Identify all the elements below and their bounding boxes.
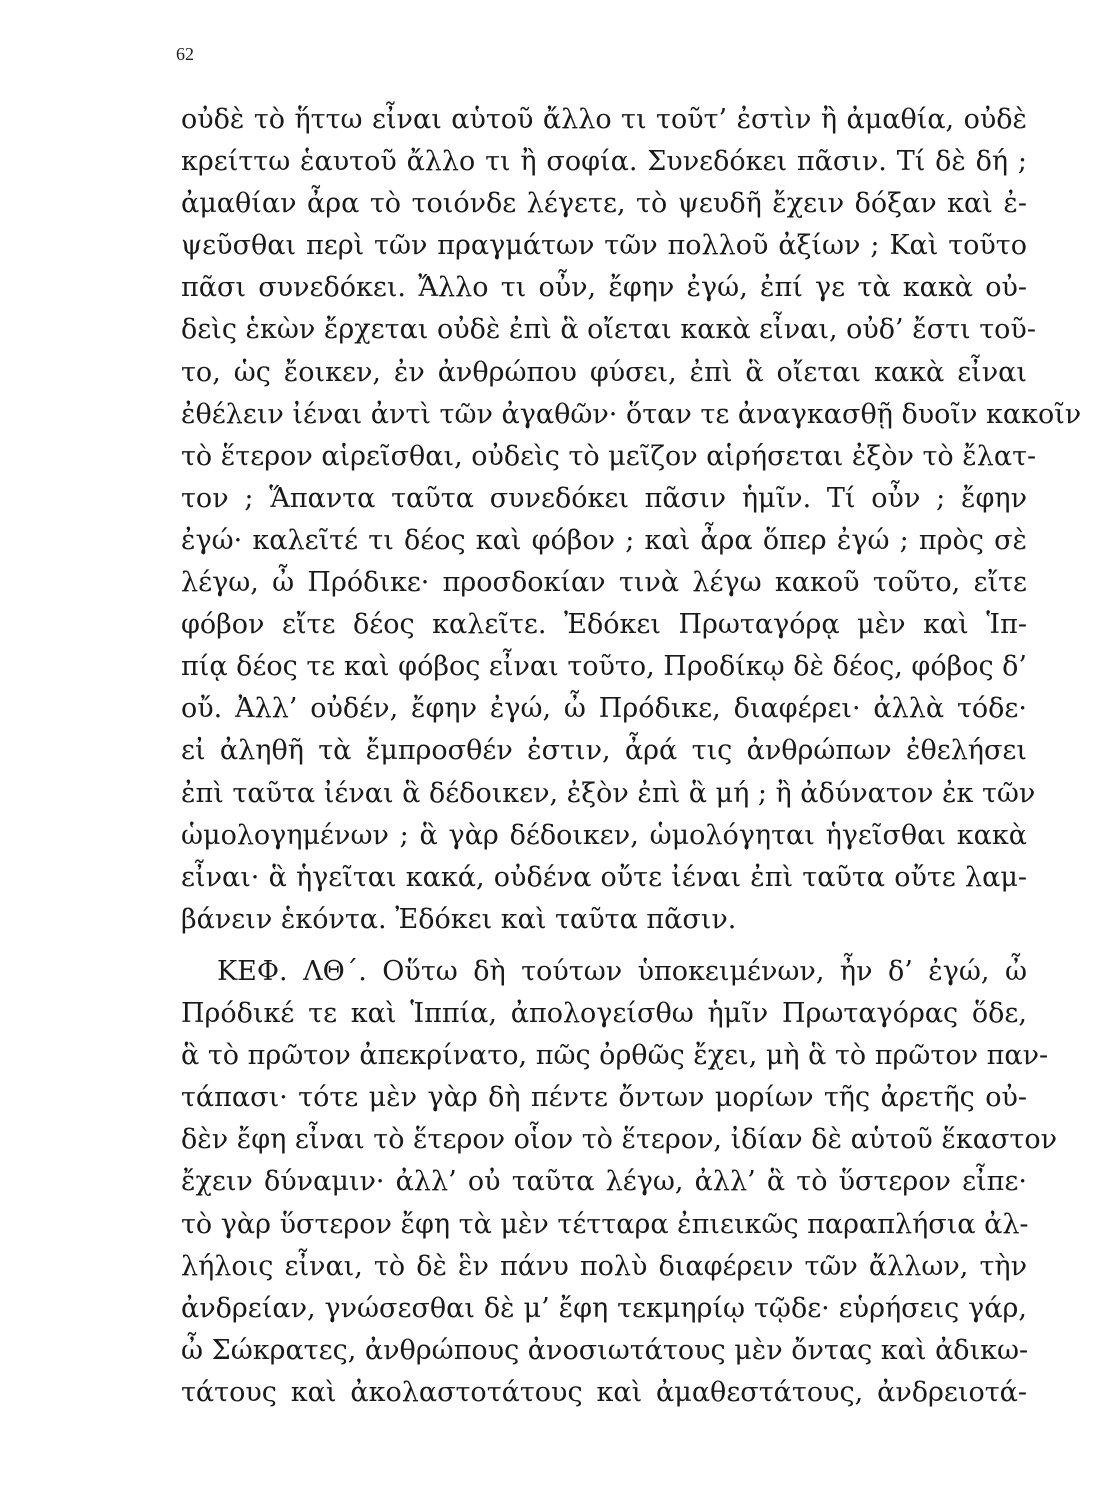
text-line: φόβον εἴτε δέος καλεῖτε. Ἐδόκει Πρωταγόρᾳ μὲν καὶ Ἱπ- bbox=[181, 609, 1027, 641]
text-line: ἃ τὸ πρῶτον ἀπεκρίνατο, πῶς ὀρθῶς ἔχει, μὴ ἃ τὸ πρῶτον παν- bbox=[181, 1040, 1049, 1072]
text-line: κρείττω ἑαυτοῦ ἄλλο τι ἢ σοφία. Συνεδόκει πᾶσιν. Τί δὲ δή ; bbox=[181, 146, 1027, 178]
text-line: οὔ. Ἀλλ’ οὐδέν, ἔφην ἐγώ, ὦ Πρόδικε, διαφέρει· ἀλλὰ τόδε· bbox=[181, 693, 1027, 725]
text-line: ἐθέλειν ἰέναι ἀντὶ τῶν ἀγαθῶν· ὅταν τε ἀναγκασθῇ δυοῖν κακοῖν bbox=[181, 398, 1082, 430]
text-line: λήλοις εἶναι, τὸ δὲ ἓν πάνυ πολὺ διαφέρειν τῶν ἄλλων, τὴν bbox=[181, 1250, 1027, 1282]
text-line: τὸ ἕτερον αἱρεῖσθαι, οὐδεὶς τὸ μεῖζον αἱρήσεται ἐξὸν τὸ ἔλατ- bbox=[181, 440, 1037, 472]
text-line: ἀμαθίαν ἆρα τὸ τοιόνδε λέγετε, τὸ ψευδῆ ἔχειν δόξαν καὶ ἐ- bbox=[181, 188, 1027, 220]
text-line: το, ὡς ἔοικεν, ἐν ἀνθρώπου φύσει, ἐπὶ ἃ οἴεται κακὰ εἶναι bbox=[181, 356, 1027, 388]
text-line: εἰ ἀληθῆ τὰ ἔμπροσθέν ἐστιν, ἆρά τις ἀνθρώπων ἐθελήσει bbox=[181, 735, 1027, 767]
text-line: πίᾳ δέος τε καὶ φόβος εἶναι τοῦτο, Προδίκῳ δὲ δέος, φόβος δ’ bbox=[181, 651, 1027, 683]
text-line: ἀνδρείαν, γνώσεσθαι δὲ μ’ ἔφη τεκμηρίῳ τῷδε· εὑρήσεις γάρ, bbox=[181, 1292, 1027, 1324]
page-number: 62 bbox=[176, 44, 194, 64]
text-line: τάπασι· τότε μὲν γὰρ δὴ πέντε ὄντων μορίων τῆς ἀρετῆς οὐ- bbox=[181, 1082, 1027, 1114]
text-line: Πρόδικέ τε καὶ Ἱππία, ἀπολογείσθω ἡμῖν Πρωταγόρας ὅδε, bbox=[181, 998, 1027, 1030]
text-line: ἐγώ· καλεῖτέ τι δέος καὶ φόβον ; καὶ ἆρα ὅπερ ἐγώ ; πρὸς σὲ bbox=[181, 524, 1027, 556]
text-line: ἐπὶ ταῦτα ἰέναι ἃ δέδοικεν, ἐξὸν ἐπὶ ἃ μή ; ἢ ἀδύνατον ἐκ τῶν bbox=[181, 777, 1036, 809]
text-line: ὡμολογημένων ; ἃ γὰρ δέδοικεν, ὡμολόγηται ἡγεῖσθαι κακὰ bbox=[181, 819, 1027, 851]
text-line: ὦ Σώκρατες, ἀνθρώπους ἀνοσιωτάτους μὲν ὄντας καὶ ἀδικω- bbox=[181, 1334, 1029, 1366]
text-line: βάνειν ἑκόντα. Ἐδόκει καὶ ταῦτα πᾶσιν. bbox=[181, 903, 737, 935]
paragraph bbox=[181, 951, 1058, 1414]
text-line: λέγω, ὦ Πρόδικε· προσδοκίαν τινὰ λέγω κακοῦ τοῦτο, εἴτε bbox=[181, 567, 1027, 599]
text-line: τάτους καὶ ἀκολαστοτάτους καὶ ἀμαθεστάτους, ἀνδρειοτά- bbox=[181, 1376, 1027, 1408]
text-line: τον ; Ἅπαντα ταῦτα συνεδόκει πᾶσιν ἡμῖν. Τί οὖν ; ἔφην bbox=[181, 482, 1027, 514]
text-line: δεὶς ἑκὼν ἔρχεται οὐδὲ ἐπὶ ἃ οἴεται κακὰ εἶναι, οὐδ’ ἔστι τοῦ- bbox=[181, 314, 1036, 346]
text-line: εἶναι· ἃ ἡγεῖται κακά, οὐδένα οὔτε ἰέναι ἐπὶ ταῦτα οὔτε λαμ- bbox=[181, 861, 1027, 893]
paragraph bbox=[181, 99, 1082, 941]
text-line: ἔχειν δύναμιν· ἀλλ’ οὐ ταῦτα λέγω, ἀλλ’ ἃ τὸ ὕστερον εἶπε· bbox=[181, 1166, 1027, 1198]
text-line: πᾶσι συνεδόκει. Ἄλλο τι οὖν, ἔφην ἐγώ, ἐπί γε τὰ κακὰ οὐ- bbox=[181, 272, 1027, 304]
text-line: τὸ γὰρ ὕστερον ἔφη τὰ μὲν τέτταρα ἐπιεικῶς παραπλήσια ἀλ- bbox=[181, 1208, 1029, 1240]
text-line: οὐδὲ τὸ ἥττω εἶναι αὑτοῦ ἄλλο τι τοῦτ’ ἐστὶν ἢ ἀμαθία, οὐδὲ bbox=[181, 104, 1027, 135]
chapter-heading-line: ΚΕΦ. ΛΘ΄. Οὕτω δὴ τούτων ὑποκειμένων, ἦν δ’ ἐγώ, ὦ bbox=[217, 956, 1027, 987]
text-line: ψεῦσθαι περὶ τῶν πραγμάτων τῶν πολλοῦ ἀξίων ; Καὶ τοῦτο bbox=[181, 230, 1027, 262]
text-line: δὲν ἔφη εἶναι τὸ ἕτερον οἷον τὸ ἕτερον, ἰδίαν δὲ αὑτοῦ ἕκαστον bbox=[181, 1124, 1058, 1156]
